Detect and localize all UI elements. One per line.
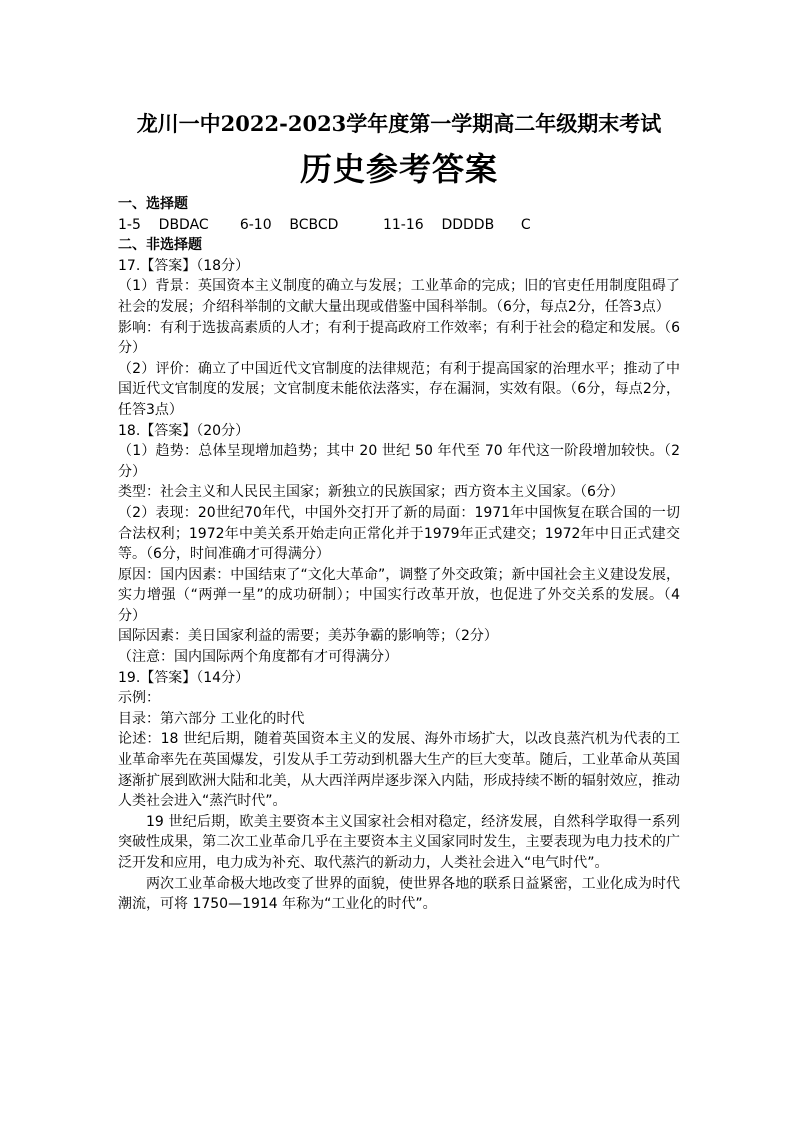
exam-title: 龙川一中2022-2023学年度第一学期高二年级期末考试 — [136, 111, 662, 136]
q19-heading: 19.【答案】（14分） — [118, 669, 250, 686]
q17-part2-evaluation: （2）评价：确立了中国近代文官制度的法律规范；有利于提高国家的治理水平；推动了中国近代文官制度的发展；文官制度未能依法落实，存在漏洞，实效有限。（6分，每点2分，任答3点） — [118, 360, 680, 418]
answer-sheet-page — [118, 100, 680, 915]
q18-heading: 18.【答案】（20分） — [118, 422, 250, 439]
q17-part1-background: （1）背景：英国资本主义制度的确立与发展；工业革命的完成；旧的官吏任用制度阻碍了社会的发展；介绍科举制的文献大量出现或借鉴中国科举制。（6分，每点2分，任答3点） — [118, 278, 680, 315]
document-subtitle: 历史参考答案 — [299, 150, 498, 188]
q19-discussion-para3: 两次工业革命极大地改变了世界的面貌，使世界各地的联系日益紧密，工业化成为时代潮流，可将 1750—1914 年称为“工业化的时代”。 — [118, 875, 680, 913]
q18-part2-domestic-reasons: 原因：国内因素：中国结束了“文化大革命”，调整了外交政策；新中国社会主义建设发展，实力增强（“两弹一星”的成功研制）；中国实行改革开放，也促进了外交关系的发展。（4分） — [118, 566, 680, 624]
q18-part1-types: 类型：社会主义和人民民主国家；新独立的民族国家；西方资本主义国家。（6分） — [118, 484, 624, 501]
q18-part2-international-reasons: 国际因素：美日国家利益的需要；美苏争霸的影响等；（2分） — [118, 628, 498, 645]
q19-discussion-para2: 19 世纪后期，欧美主要资本主义国家社会相对稳定，经济发展，自然科学取得一系列突破性成果，第二次工业革命几乎在主要资本主义国家同时发生，主要表现为电力技术的广泛开发和应用，电力成为补充、取代蒸汽的新动力，人类社会进入“电气时代”。 — [118, 813, 680, 871]
q18-note: （注意：国内国际两个角度都有才可得满分） — [118, 649, 398, 666]
q18-part1-trend: （1）趋势：总体呈现增加趋势；其中 20 世纪 50 年代至 70 年代这一阶段增加较快。（2分） — [118, 443, 680, 480]
q18-part2-performance: （2）表现：20世纪70年代，中国外交打开了新的局面：1971年中国恢复在联合国的一切合法权利；1972年中美关系开始走向正常化并于1979年正式建交；1972年中日正式建交等。（6分，时间准确才可得满分） — [118, 504, 680, 563]
answer-content — [118, 194, 680, 915]
q17-heading: 17.【答案】（18分） — [118, 257, 250, 274]
q19-example-label: 示例： — [118, 690, 160, 707]
choice-answers: 1-5 DBDAC 6-10 BCBCD 11-16 DDDDB C — [118, 216, 531, 233]
section-heading-nonchoice: 二、非选择题 — [118, 237, 202, 254]
q19-catalog: 目录：第六部分 工业化的时代 — [118, 710, 305, 727]
section-heading-choice: 一、选择题 — [118, 196, 188, 212]
q19-discussion-para1: 论述：18 世纪后期，随着英国资本主义的发展、海外市场扩大，以改良蒸汽机为代表的工业革命率先在英国爆发，引发从手工劳动到机器大生产的巨大变革。随后，工业革命从英国逐渐扩展到欧洲大陆和北美，从大西洋两岸逐步深入内陆，形成持续不断的辐射效应，推动人类社会进入“蒸汽时代”。 — [118, 731, 680, 810]
q17-part1-impact: 影响：有利于选拔高素质的人才；有利于提高政府工作效率；有利于社会的稳定和发展。（6分） — [118, 319, 680, 357]
